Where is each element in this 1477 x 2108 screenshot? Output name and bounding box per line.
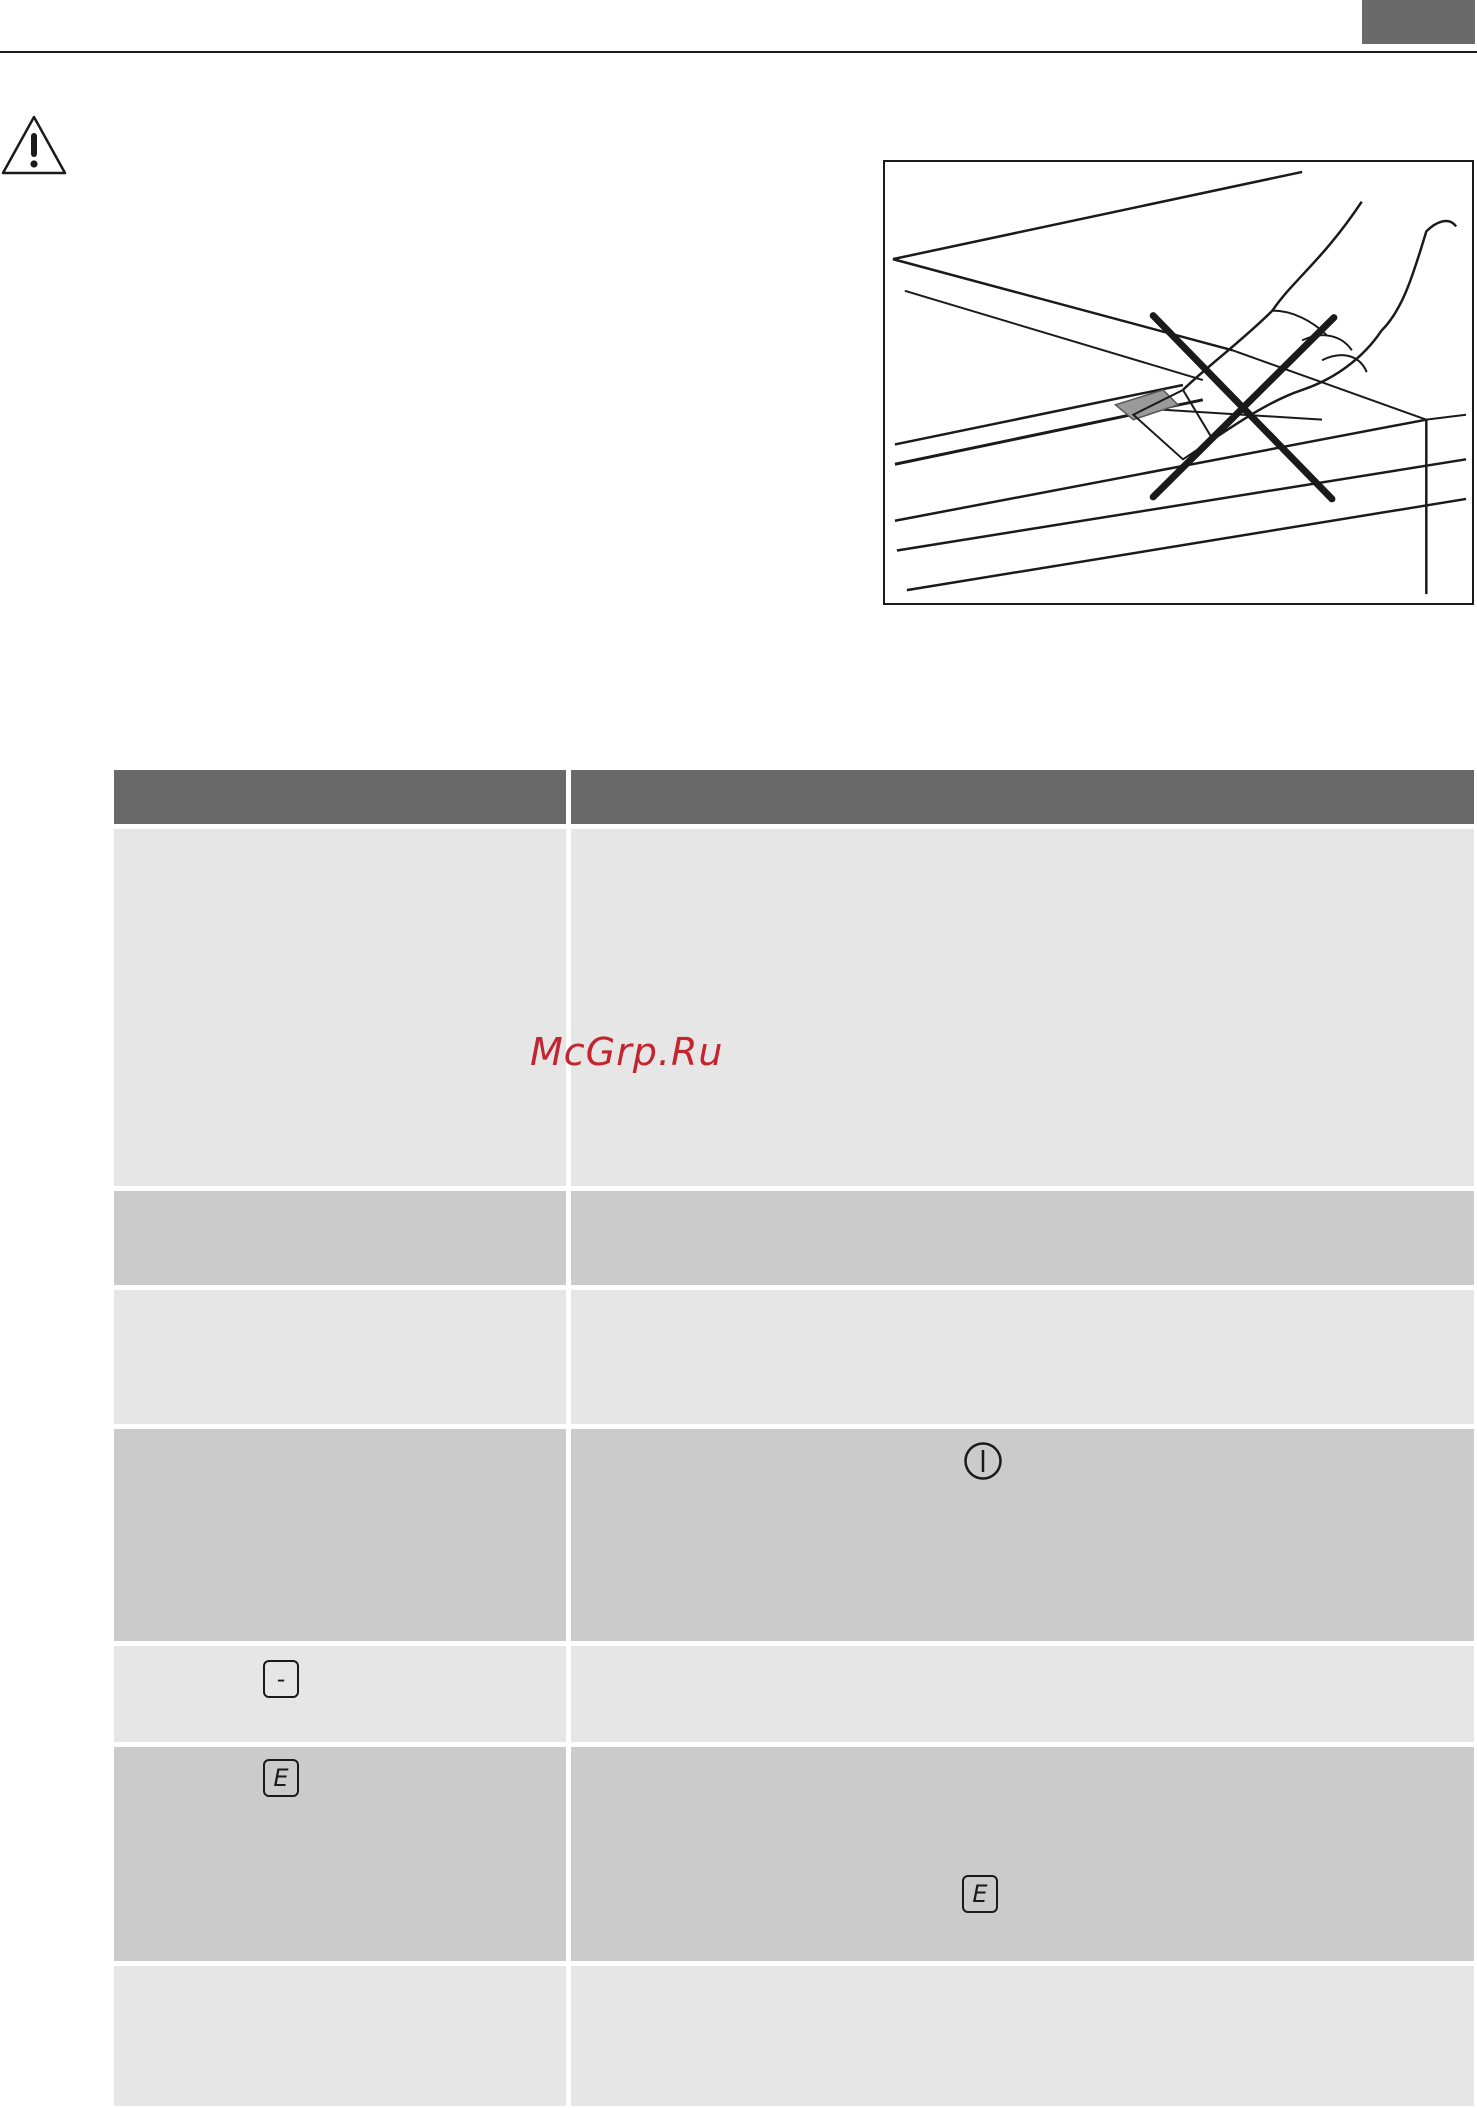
scraper-prohibited-illustration: [883, 160, 1474, 605]
table-header-left: [114, 770, 566, 824]
table-row-2-right: [571, 1191, 1474, 1285]
table-row-2-left: [114, 1191, 566, 1285]
warning-triangle-icon: [0, 113, 68, 177]
table-row-1-left: [114, 829, 566, 1186]
table-row-3-left: [114, 1290, 566, 1424]
watermark-text: McGrp.Ru: [530, 1030, 724, 1074]
table-row-5-left: [114, 1646, 566, 1742]
table-row-4-left: [114, 1429, 566, 1641]
table-row-1-right: [571, 829, 1474, 1186]
table-row-7-left: [114, 1966, 566, 2106]
table-row-3-right: [571, 1290, 1474, 1424]
table-row-6-left: [114, 1747, 566, 1961]
table-row-4-right: [571, 1429, 1474, 1641]
table-row-6-right: [571, 1747, 1474, 1961]
display-error-symbol: E: [263, 1759, 299, 1797]
power-icon: [963, 1441, 1003, 1481]
display-dash-symbol: -: [263, 1660, 299, 1698]
header-rule: [0, 51, 1477, 53]
display-error-symbol: E: [962, 1875, 998, 1913]
table-row-7-right: [571, 1966, 1474, 2106]
troubleshooting-table: [114, 770, 1474, 2106]
table-row-5-right: [571, 1646, 1474, 1742]
table-header-right: [571, 770, 1474, 824]
header-tab: [1362, 0, 1475, 44]
